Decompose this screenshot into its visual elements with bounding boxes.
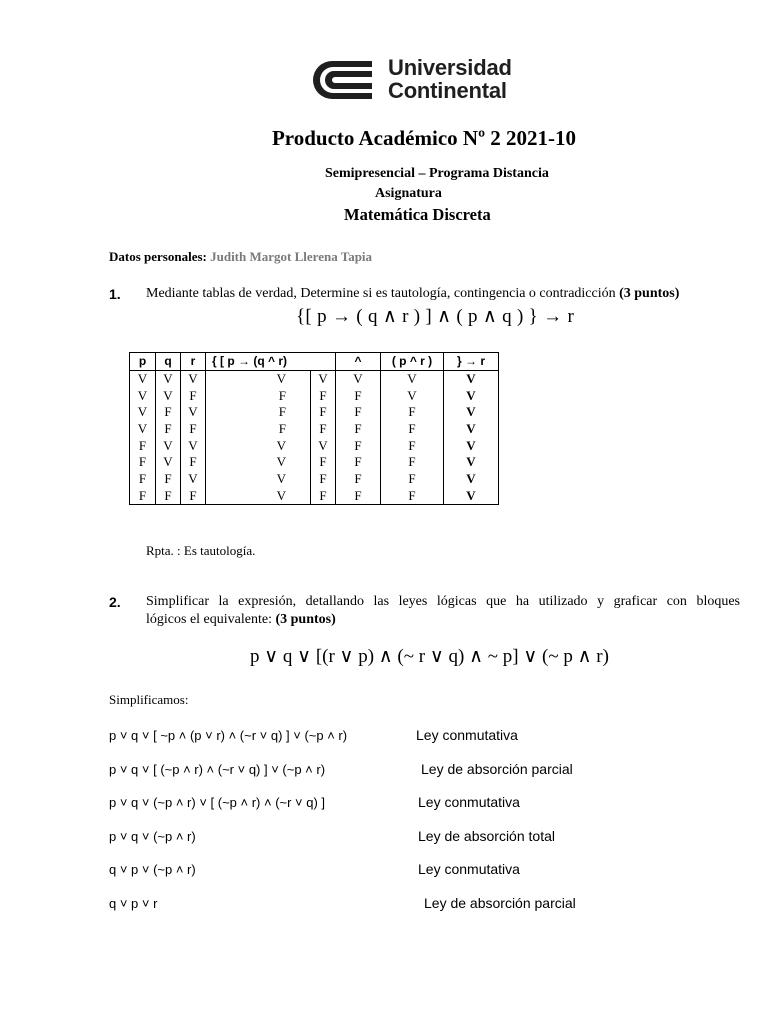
table-cell: V — [311, 437, 336, 454]
table-cell: V — [444, 437, 499, 454]
logo-line-1: Universidad — [388, 55, 512, 80]
step-expression: p ˅ q ˅ [ (~p ˄ r) ˄ (~r ˅ q) ] ˅ (~p ˄ r) — [109, 762, 326, 777]
table-cell: F — [181, 488, 206, 505]
step-law: Ley conmutativa — [418, 794, 520, 810]
table-cell: F — [336, 437, 381, 454]
table-cell: F — [381, 471, 444, 488]
table-cell: V — [444, 471, 499, 488]
step-expression: p ˅ q ˅ (~p ˄ r) — [109, 829, 196, 844]
step-expression: q ˅ p ˅ r — [109, 896, 158, 911]
question-2-line-2 — [146, 611, 740, 629]
table-cell: V — [336, 370, 381, 387]
table-row — [130, 471, 499, 488]
table-cell: V — [130, 404, 156, 421]
table-cell: F — [336, 421, 381, 438]
table-cell: F — [336, 387, 381, 404]
student-name: Judith Margot Llerena Tapia — [210, 249, 373, 264]
table-cell: V — [181, 471, 206, 488]
table-header-cell: } → r — [444, 353, 499, 371]
table-cell: F — [156, 404, 181, 421]
table-header-cell: ( p ^ r ) — [381, 353, 444, 371]
question-2-text — [146, 593, 740, 629]
table-row — [130, 404, 499, 421]
question-1-formula: {[ p → ( q ∧ r ) ] ∧ ( p ∧ q ) } → r — [296, 306, 575, 327]
table-cell: F — [311, 404, 336, 421]
table-cell: V — [156, 387, 181, 404]
table-cell: F — [381, 437, 444, 454]
modality: Semipresencial – Programa Distancia — [325, 166, 549, 181]
step-law: Ley de absorción total — [418, 828, 555, 844]
step-expression: p ˅ q ˅ [ ~p ˄ (p ˅ r) ˄ (~r ˅ q) ] ˅ (~p ˄ r) — [109, 728, 348, 743]
table-cell: F — [336, 488, 381, 505]
table-cell: V — [130, 370, 156, 387]
question-2-line-2-text: lógicos el equivalente: — [146, 612, 272, 627]
step-law: Ley conmutativa — [416, 727, 518, 743]
table-row — [130, 370, 499, 387]
table-cell: V — [156, 454, 181, 471]
table-cell: V — [181, 404, 206, 421]
table-cell: F — [336, 471, 381, 488]
table-header-cell: ^ — [336, 353, 381, 371]
table-cell: F — [381, 404, 444, 421]
table-cell: F — [381, 454, 444, 471]
table-cell: V — [444, 488, 499, 505]
table-cell: F — [156, 488, 181, 505]
table-cell: F — [130, 437, 156, 454]
table-cell: V — [444, 387, 499, 404]
subject-label: Asignatura — [375, 186, 442, 201]
table-cell: V — [206, 454, 311, 471]
question-2-formula: p ∨ q ∨ [(r ∨ p) ∧ (~ r ∨ q) ∧ ~ p] ∨ (~ p ∧ r) — [250, 646, 609, 667]
table-cell: V — [444, 421, 499, 438]
table-cell: V — [444, 454, 499, 471]
step-law: Ley conmutativa — [418, 861, 520, 877]
step-law: Ley de absorción parcial — [424, 895, 576, 911]
question-2-number: 2. — [109, 594, 121, 610]
question-1-statement: Mediante tablas de verdad, Determine si es tautología, contingencia o contradicción — [146, 286, 616, 301]
question-2-points: (3 puntos) — [275, 612, 336, 627]
continental-emblem-icon — [310, 58, 376, 102]
table-cell: F — [206, 421, 311, 438]
table-cell: F — [381, 421, 444, 438]
table-cell: F — [311, 454, 336, 471]
table-cell: F — [130, 488, 156, 505]
table-cell: F — [181, 387, 206, 404]
table-row — [130, 454, 499, 471]
step-expression: q ˅ p ˅ (~p ˄ r) — [109, 862, 196, 877]
table-cell: F — [336, 404, 381, 421]
table-row — [130, 437, 499, 454]
personal-data — [109, 249, 372, 265]
table-cell: V — [444, 404, 499, 421]
simplify-heading: Simplificamos: — [109, 692, 189, 707]
table-header-cell: q — [156, 353, 181, 371]
table-row — [130, 421, 499, 438]
subject-name: Matemática Discreta — [344, 205, 491, 224]
table-cell: F — [206, 387, 311, 404]
question-1-number: 1. — [109, 286, 121, 302]
table-cell: F — [181, 421, 206, 438]
table-cell: F — [336, 454, 381, 471]
table-cell: F — [156, 421, 181, 438]
table-cell: V — [130, 421, 156, 438]
table-cell: V — [381, 370, 444, 387]
table-cell: V — [206, 370, 311, 387]
page-title: Producto Académico Nº 2 2021-10 — [271, 126, 576, 150]
table-cell: F — [311, 471, 336, 488]
question-1-points: (3 puntos) — [619, 286, 680, 301]
table-cell: F — [206, 404, 311, 421]
table-header-cell: { [ p → (q ^ r) — [206, 353, 336, 371]
question-2-line-1: Simplificar la expresión, detallando las leyes lógicas que ha utilizado y graficar con bloques — [146, 594, 740, 609]
table-header-cell: r — [181, 353, 206, 371]
table-cell: F — [130, 471, 156, 488]
table-cell: V — [181, 370, 206, 387]
table-cell: V — [156, 370, 181, 387]
table-cell: F — [130, 454, 156, 471]
question-1-text — [146, 285, 679, 303]
table-cell: V — [206, 437, 311, 454]
table-cell: V — [130, 387, 156, 404]
step-expression: p ˅ q ˅ (~p ˄ r) ˅ [ (~p ˄ r) ˄ (~r ˅ q) ] — [109, 795, 326, 810]
table-cell: F — [156, 471, 181, 488]
table-cell: F — [381, 488, 444, 505]
table-row — [130, 488, 499, 505]
table-cell: F — [311, 488, 336, 505]
table-cell: F — [311, 387, 336, 404]
table-cell: V — [206, 471, 311, 488]
table-cell: V — [181, 437, 206, 454]
table-cell: V — [311, 370, 336, 387]
table-cell: F — [181, 454, 206, 471]
table-cell: F — [311, 421, 336, 438]
truth-table — [129, 352, 499, 505]
personal-data-label: Datos personales: — [109, 249, 207, 264]
table-cell: V — [206, 488, 311, 505]
table-cell: V — [381, 387, 444, 404]
logo-line-2: Continental — [388, 78, 507, 103]
question-1-answer: Rpta. : Es tautología. — [146, 543, 256, 558]
table-header-cell: p — [130, 353, 156, 371]
table-cell: V — [156, 437, 181, 454]
step-law: Ley de absorción parcial — [421, 761, 573, 777]
truth-table-header — [130, 353, 499, 371]
table-cell: V — [444, 370, 499, 387]
table-row — [130, 387, 499, 404]
university-logo — [310, 56, 546, 106]
